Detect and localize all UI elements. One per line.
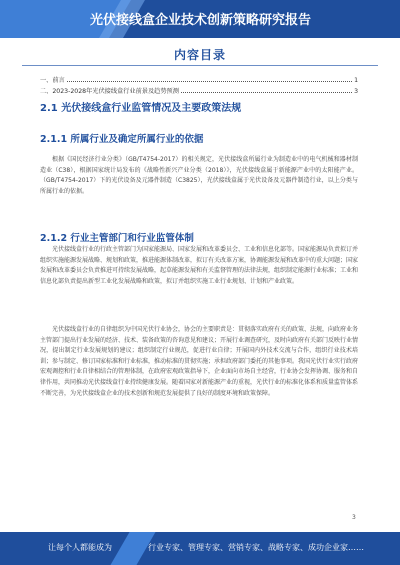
toc-entry-2[interactable] (40, 85, 358, 95)
subsection-heading-1: 2.1.1 所属行业及确定所属行业的依据 (40, 134, 204, 145)
toc-entry-label: 二、2023-2028年光伏接线盒行业前景及趋势预测 (40, 88, 179, 95)
toc-leader-dots (67, 81, 352, 82)
toc-entry-page: 3 (354, 88, 358, 95)
footer-slogan-right: 行业专家、管理专家、营销专家、战略专家、成功企业家…… (148, 543, 364, 552)
header-band (0, 0, 400, 38)
section-heading: 2.1 光伏接线盒行业监管情况及主要政策法规 (40, 103, 242, 114)
toc-entry-1[interactable] (40, 74, 358, 84)
subsection-heading-2: 2.1.2 行业主管部门和行业监管体制 (40, 233, 194, 244)
footer-band (0, 532, 400, 565)
paragraph-self-regulation: 光伏接线盒行业的自律组织为中国光伏行业协会，协会的主要职责是：贯彻落实政府有关的政策、法规，向政府业务主管部门提出行业发展的经济、技术、装备政策的咨询意见和建议；开展行业调查研究，及时向政府有关部门反映行业情况，提出制定行业发展规划的建议；组织制定行业规范，促进行业自律；开展国内外技术交流与合作，组织行业技术培训；参与制定、修订国家标准和行业标准，推动标准的贯彻实施；承担政府部门委托的其他事项。我国光伏行业实行政府宏观调控和行业自律相结合的管理体制，在政府宏观政策指导下，企业面向市场自主经营，行业协会发挥协调、服务和自律作用，共同推动光伏接线盒行业持续健康发展。随着国家对新能源产业的重视，光伏行业的标准化体系和质量监管体系不断完善，为光伏接线盒企业的技术创新和规范发展提供了良好的制度环境和政策保障。 (40, 326, 358, 397)
toc-entry-label: 一、前言 (40, 77, 65, 84)
toc-divider (22, 65, 378, 66)
paragraph-industry-basis: 根据《国民经济行业分类》（GB/T4754-2017）的相关规定，光伏接线盒所属行业为制造业中的电气机械和器材制造业（C38），根据国家统计局发布的《战略性新兴产业分类（2018）》，光伏接线盒属于新能源产业中的太阳能产业。（GB/T4754-2017）下的光伏设备及元器件制造（C3825），光伏接线盒属于光伏设备及元器件制造行业，以上分类与所属行业的依据。 (40, 156, 358, 195)
footer-slogan-left: 让每个人都能成为 (48, 543, 112, 552)
toc-entry-page: 1 (354, 77, 358, 84)
paragraph-regulators: 光伏接线盒行业的行政主管部门为国家能源局、国家发展和改革委员会、工业和信息化部等。国家能源局负责拟订并组织实施能源发展战略、规划和政策，推进能源体制改革，拟订有关改革方案，协调能源发展和改革中的重大问题；国家发展和改革委员会负责推进可持续发展战略，起草能源发展和有关监督管理的法律法规，组织制定能源行业标准；工业和信息化部负责提出新型工业化发展战略和政策，拟订并组织实施工业行业规划、计划和产业政策。 (40, 246, 358, 285)
toc-title: 内容目录 (173, 48, 226, 62)
report-title: 光伏接线盒企业技术创新策略研究报告 (90, 13, 312, 28)
toc-leader-dots (181, 92, 352, 93)
page-number: 3 (352, 514, 356, 521)
